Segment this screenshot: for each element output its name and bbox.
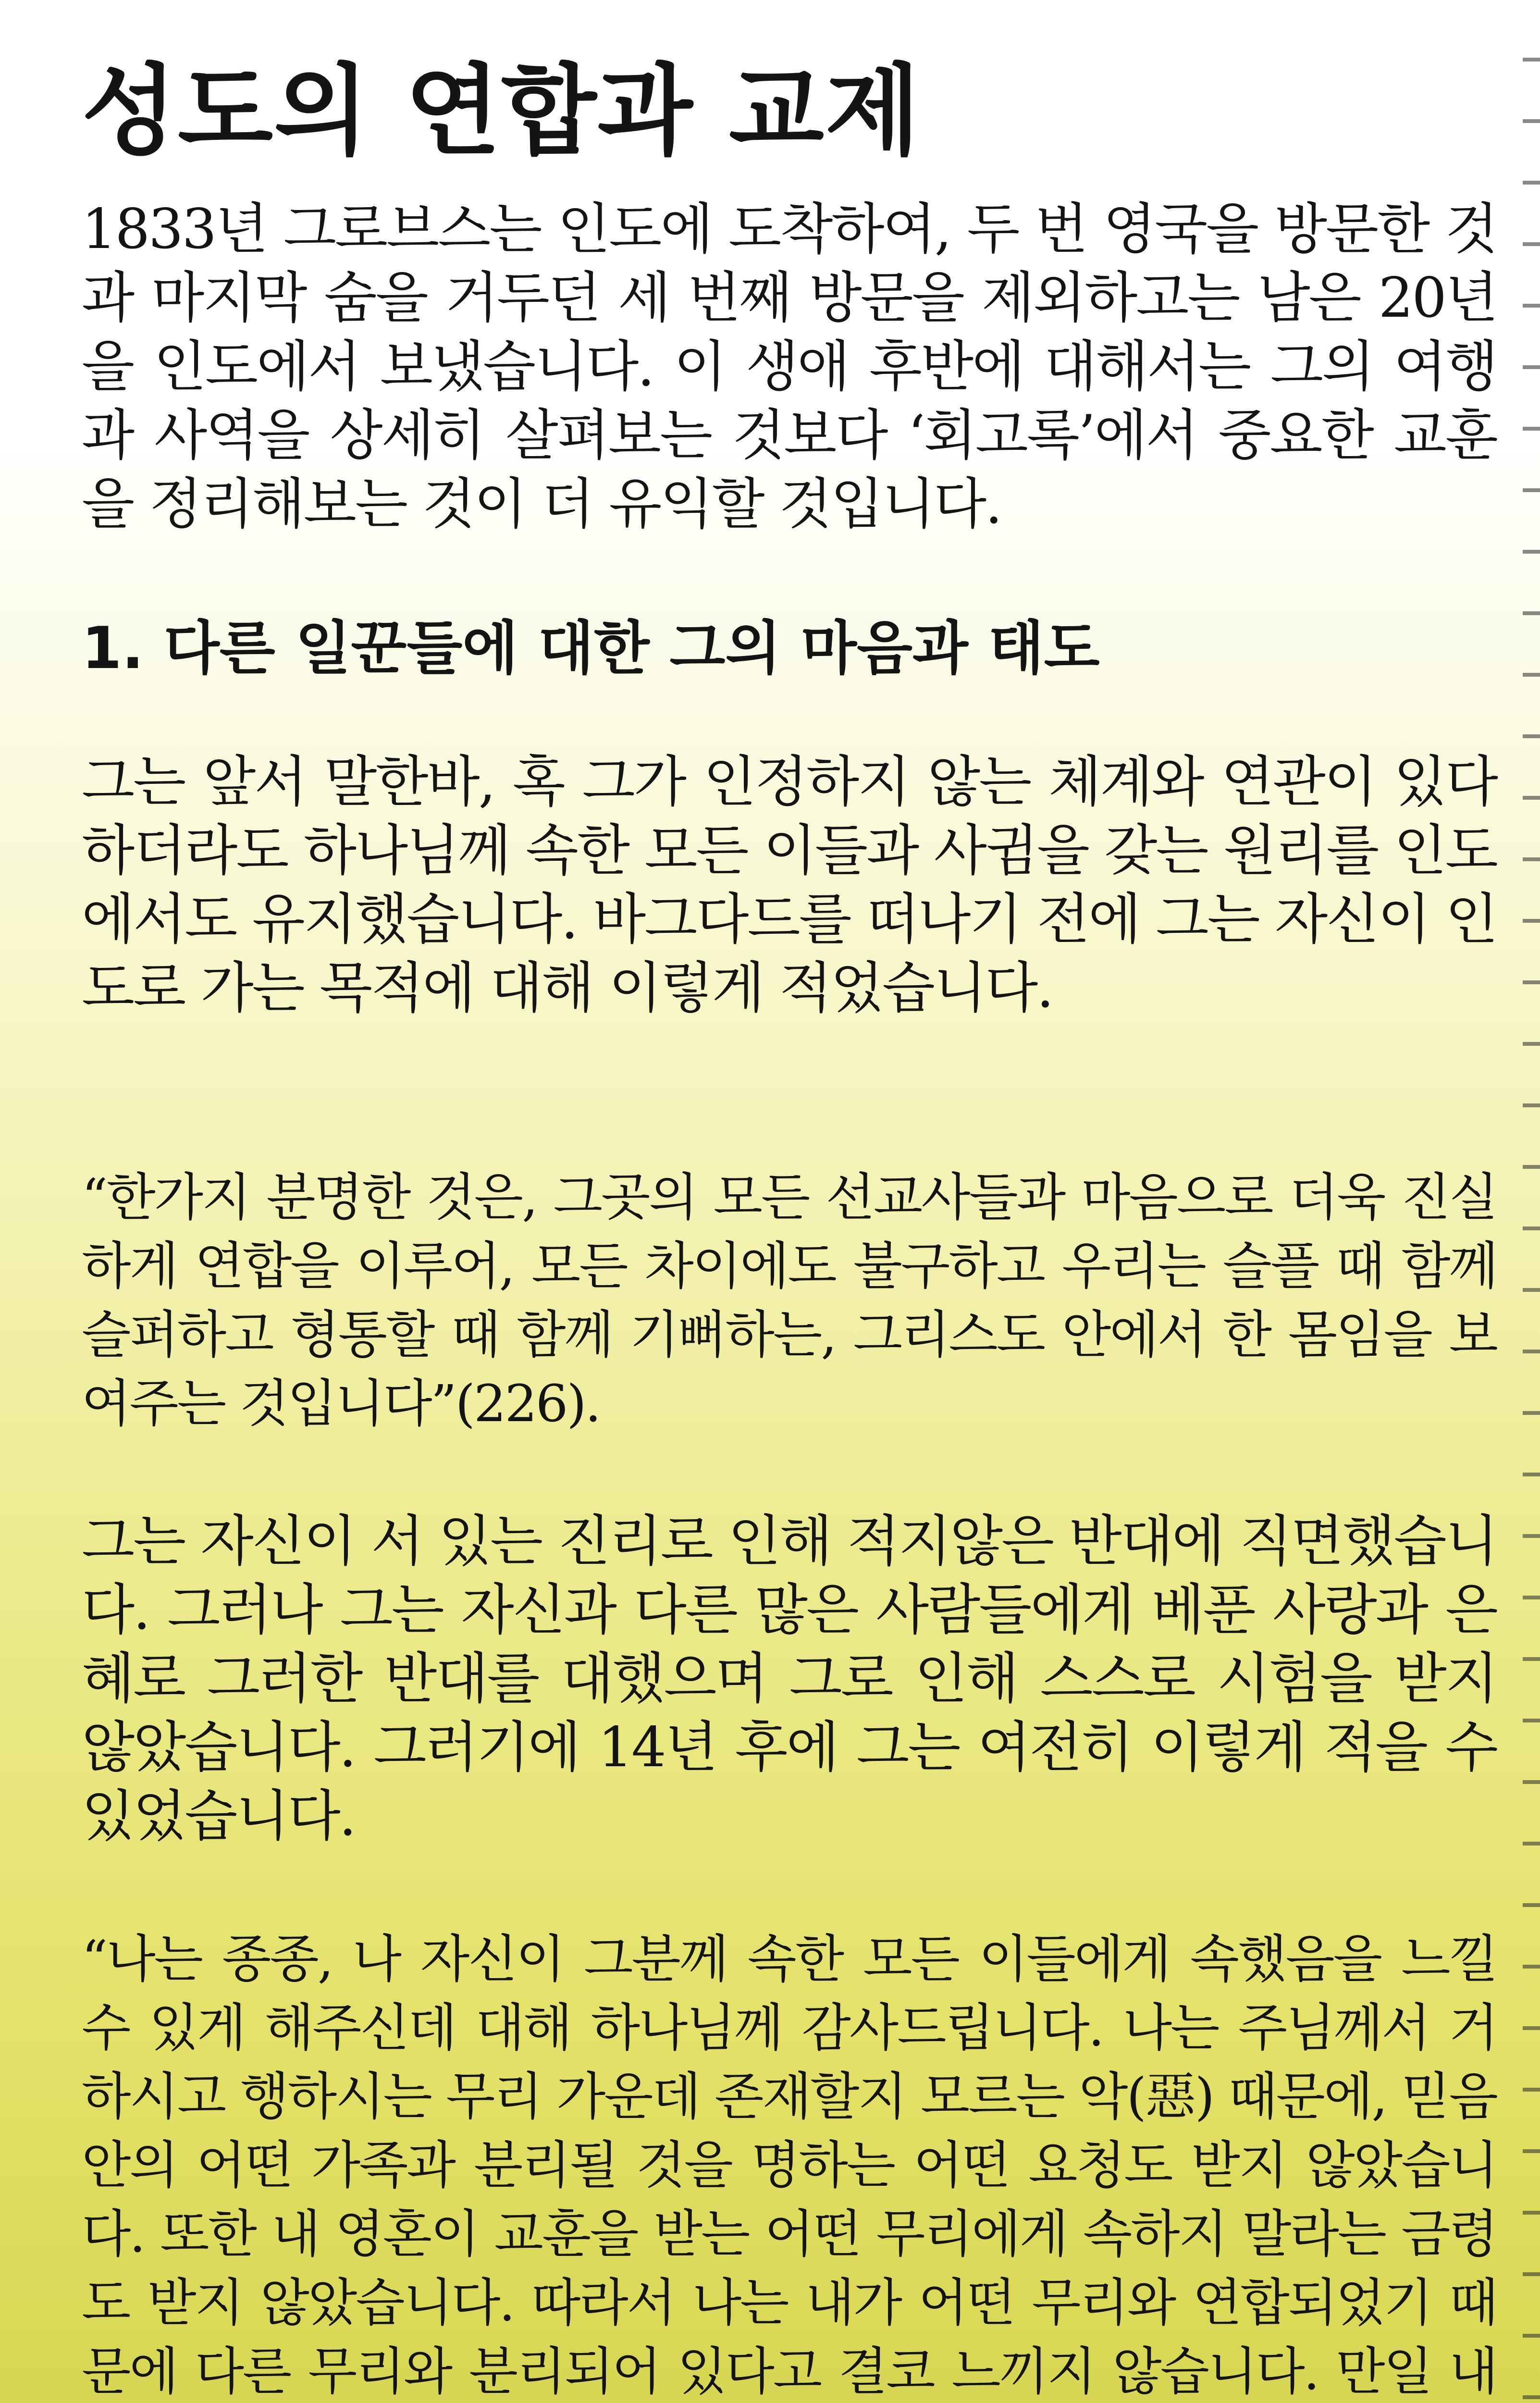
section-heading: 1. 다른 일꾼들에 대한 그의 마음과 태도 (82, 615, 1100, 682)
quotation-2: “나는 종종, 나 자신이 그분께 속한 모든 이들에게 속했음을 느낄 수 있게 해주신데 대해 하나님께 감사드립니다. 나는 주님께서 거하시고 행하시는 무리 가운데 존재할지 모르는 악(惡) 때문에, 믿음 안의 어떤 가족과 분리될 것을 명하는 어떤 요청도 받지 않았습니다. 또한 내 영혼이 교훈을 받는 어떤 무리에게 속하지 말라는 금령도 받지 않았습니다. 따라서 나는 내가 어떤 무리와 연합되었기 때문에 다른 무리와 분리되어 있다고 결코 느끼지 않습니다. 만일 내 (82, 1930, 1497, 2401)
page-title: 성도의 연합과 교제 (82, 54, 921, 169)
quotation-1: “한가지 분명한 것은, 그곳의 모든 선교사들과 마음으로 더욱 진실하게 연합을 이루어, 모든 차이에도 불구하고 우리는 슬플 때 함께 슬퍼하고 형통할 때 함께 기뻐하는, 그리스도 안에서 한 몸임을 보여주는 것입니다”(226). (82, 1168, 1497, 1433)
intro-paragraph: 1833년 그로브스는 인도에 도착하여, 두 번 영국을 방문한 것과 마지막 숨을 거두던 세 번째 방문을 제외하고는 남은 20년을 인도에서 보냈습니다. 이 생애 후반에 대해서는 그의 여행과 사역을 상세히 살펴보는 것보다 ‘회고록’에서 중요한 교훈을 정리해보는 것이 더 유익할 것입니다. (82, 197, 1497, 536)
body-paragraph-2: 그는 자신이 서 있는 진리로 인해 적지않은 반대에 직면했습니다. 그러나 그는 자신과 다른 많은 사람들에게 베푼 사랑과 은혜로 그러한 반대를 대했으며 그로 인해 스스로 시험을 받지 않았습니다. 그러기에 14년 후에 그는 여전히 이렇게 적을 수 있었습니다. (82, 1509, 1497, 1848)
body-paragraph-1: 그는 앞서 말한바, 혹 그가 인정하지 않는 체계와 연관이 있다 하더라도 하나님께 속한 모든 이들과 사귐을 갖는 원리를 인도에서도 유지했습니다. 바그다드를 떠나기 전에 그는 자신이 인도로 가는 목적에 대해 이렇게 적었습니다. (82, 750, 1497, 1020)
right-edge-marks (1523, 0, 1540, 2403)
